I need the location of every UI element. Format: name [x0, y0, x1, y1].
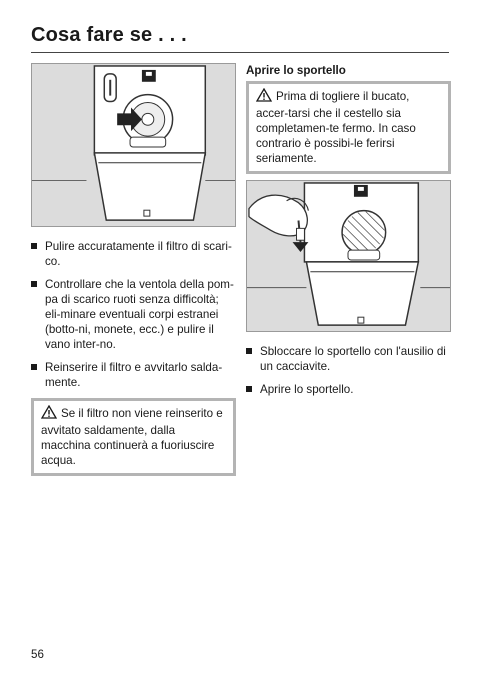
page-title: Cosa fare se . . .	[31, 24, 187, 46]
warning-triangle-icon	[256, 88, 272, 106]
section-heading: Aprire lo sportello	[246, 64, 346, 77]
door-steps-list	[246, 344, 451, 397]
page-number: 56	[31, 648, 44, 661]
title-divider	[31, 52, 449, 53]
filter-warning-box	[31, 398, 236, 476]
door-illustration	[246, 180, 451, 332]
filter-warning-text: Se il filtro non viene reinserito e avvitato saldamente, dalla macchina continuerà a fuoriuscire acqua.	[41, 407, 223, 467]
list-item: Controllare che la ventola della pom-pa di scarico ruoti senza difficoltà; eli-minare eventuali corpi estranei (botto-ni, monete, ecc.) e pulire il vano inter-no.	[31, 277, 236, 352]
list-item: Pulire accuratamente il filtro di scari-co.	[31, 239, 236, 269]
filter-drawing	[32, 64, 235, 226]
left-column	[31, 63, 236, 476]
filter-steps-list	[31, 239, 236, 390]
door-warning-box	[246, 81, 451, 174]
warning-triangle-icon	[41, 405, 57, 423]
door-warning-text: Prima di togliere il bucato, accer-tarsi che il cestello sia completamen-te fermo. In caso contrario è possibi-le ferirsi seriamente.	[256, 90, 416, 165]
filter-illustration	[31, 63, 236, 227]
list-item: Sbloccare lo sportello con l'ausilio di un cacciavite.	[246, 344, 451, 374]
door-drawing	[247, 181, 450, 331]
right-column	[246, 63, 451, 405]
list-item: Aprire lo sportello.	[246, 382, 451, 397]
list-item: Reinserire il filtro e avvitarlo salda-mente.	[31, 360, 236, 390]
